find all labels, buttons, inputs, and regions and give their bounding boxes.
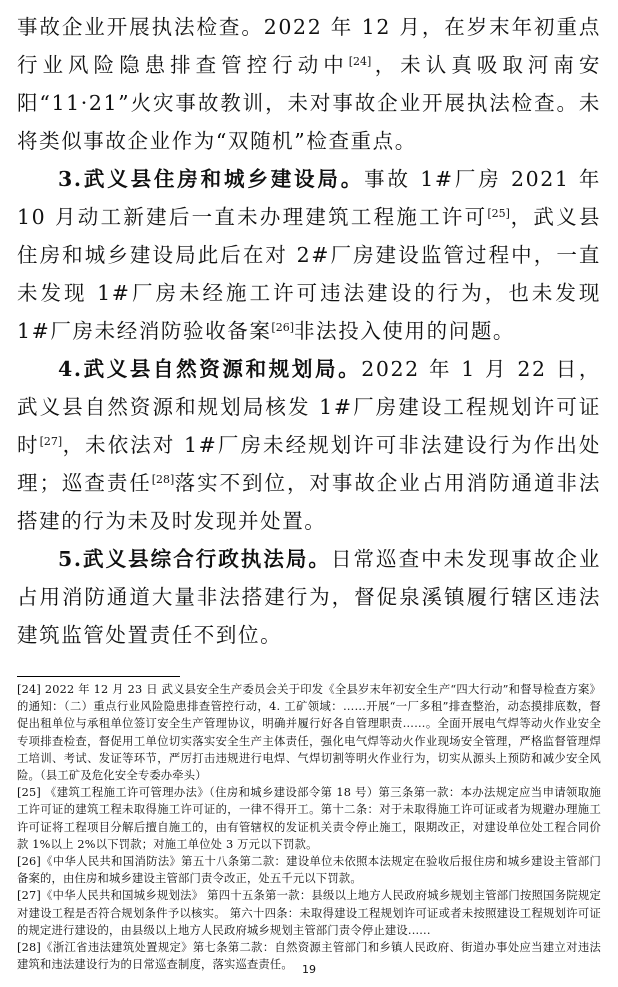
footnote-ref-28[interactable]: [28] bbox=[151, 473, 175, 486]
footnote-25: [25] 《建筑工程施工许可管理办法》（住房和城乡建设部令第 18 号）第三条第一款：本办法规定应当申请领取施工许可证的建筑工程未取得施工许可证的，一律不得开工。第十二条：对于未取得施工许可证或者为规避办理施工许可证将工程项目分解后擅自施工的，由有管辖权的发证机关责令停止施工，限期改正，对建设单位处工程合同价款 1%以上 2%以下罚款；对施工单位处 3 万元以下罚款。 bbox=[17, 786, 601, 851]
paragraph-housing-bureau bbox=[17, 160, 601, 350]
text-run: 事故企业开展执法检查。2022 年 12 月，在岁末年初重点行业风险隐患排查管控行动中 bbox=[17, 15, 601, 77]
footnote-27: [27]《中华人民共和国城乡规划法》 第四十五条第一款：县级以上地方人民政府城乡规划主管部门按照国务院规定对建设工程是否符合规划条件予以核实。 第六十四条：未取得建设工程规划许可证或者未按照建设工程规划许可证的规定进行建设的，由县级以上地方人民政府城乡规划主管部门责令停止建设...... bbox=[17, 889, 601, 937]
footnotes bbox=[17, 681, 601, 973]
text-run: 日常巡查中未发现事故企业占用消防通道大量非法搭建行为，督促泉溪镇履行辖区违法建筑监管处置责任不到位。 bbox=[17, 547, 601, 647]
footnote-ref-24[interactable]: [24] bbox=[348, 55, 372, 68]
text-run: 非法投入使用的问题。 bbox=[294, 319, 516, 343]
text-run: 2022 年 1 月 22 日，武义县自然资源和规划局核发 1#厂房建设工程规划许可证时 bbox=[17, 357, 601, 457]
footnote-ref-27[interactable]: [27] bbox=[39, 435, 63, 448]
footnote-26: [26]《中华人民共和国消防法》第五十八条第二款：建设单位未依照本法规定在验收后报住房和城乡建设主管部门备案的，由住房和城乡建设主管部门责令改正，处五千元以下罚款。 bbox=[17, 855, 601, 886]
text-run: ，未依法对 1#厂房未经规划许可非法建设行为作出处理；巡查责任 bbox=[17, 433, 601, 495]
footnote-ref-26[interactable]: [26] bbox=[271, 321, 295, 334]
section-heading: 4.武义县自然资源和规划局。 bbox=[58, 357, 362, 381]
paragraph-law-enforcement-bureau bbox=[17, 540, 601, 654]
footnote-ref-25[interactable]: [25] bbox=[487, 207, 510, 220]
text-run: 落实不到位，对事故企业占用消防通道非法搭建的行为未及时发现并处置。 bbox=[17, 471, 601, 533]
text-run: 事故 1#厂房 2021 年 10 月动工新建后一直未办理建筑工程施工许可 bbox=[17, 167, 601, 229]
footnote-28: [28]《浙江省违法建筑处置规定》第七条第二款：自然资源主管部门和乡镇人民政府、街道办事处应当建立对违法建筑和违法建设行为的日常巡查制度，落实巡查责任。 bbox=[17, 941, 601, 972]
page-number: 19 bbox=[302, 963, 316, 976]
body-text bbox=[17, 8, 601, 654]
paragraph-natural-resources-bureau bbox=[17, 350, 601, 540]
paragraph-continuation bbox=[17, 8, 601, 160]
section-heading: 3.武义县住房和城乡建设局。 bbox=[58, 167, 365, 191]
text-run: ，武义县住房和城乡建设局此后在对 2#厂房建设监管过程中，一直未发现 1#厂房未经施工许可违法建设的行为，也未发现 1#厂房未经消防验收备案 bbox=[17, 205, 601, 343]
section-heading: 5.武义县综合行政执法局。 bbox=[58, 547, 331, 571]
footnote-24: [24] 2022 年 12 月 23 日 武义县安全生产委员会关于印发《全县岁末年初安全生产“四大行动”和督导检查方案》的通知：（二）重点行业风险隐患排查管控行动，4. 工矿领域：……开展“一厂多租”排查整治，动态摸排底数，督促出租单位与承租单位签订安全生产管理协议，明确并履行好各自管理职责……。全面开展电气焊等动火作业安全专项排查检查，督促用工单位切实落实安全生产主体责任，强化电气焊等动火作业现场安全管理，严格监督管理焊工培训、考试、发证等环节，严厉打击违规进行电焊、气焊切割等明火作业行为，切实从源头上预防和减少安全风险。（县工矿及危化安全专委办牵头） bbox=[17, 683, 601, 783]
text-run: ，未认真吸取河南安阳“11·21”火灾事故教训，未对事故企业开展执法检查。未将类似事故企业作为“双随机”检查重点。 bbox=[17, 53, 601, 153]
footnote-separator bbox=[17, 676, 180, 677]
